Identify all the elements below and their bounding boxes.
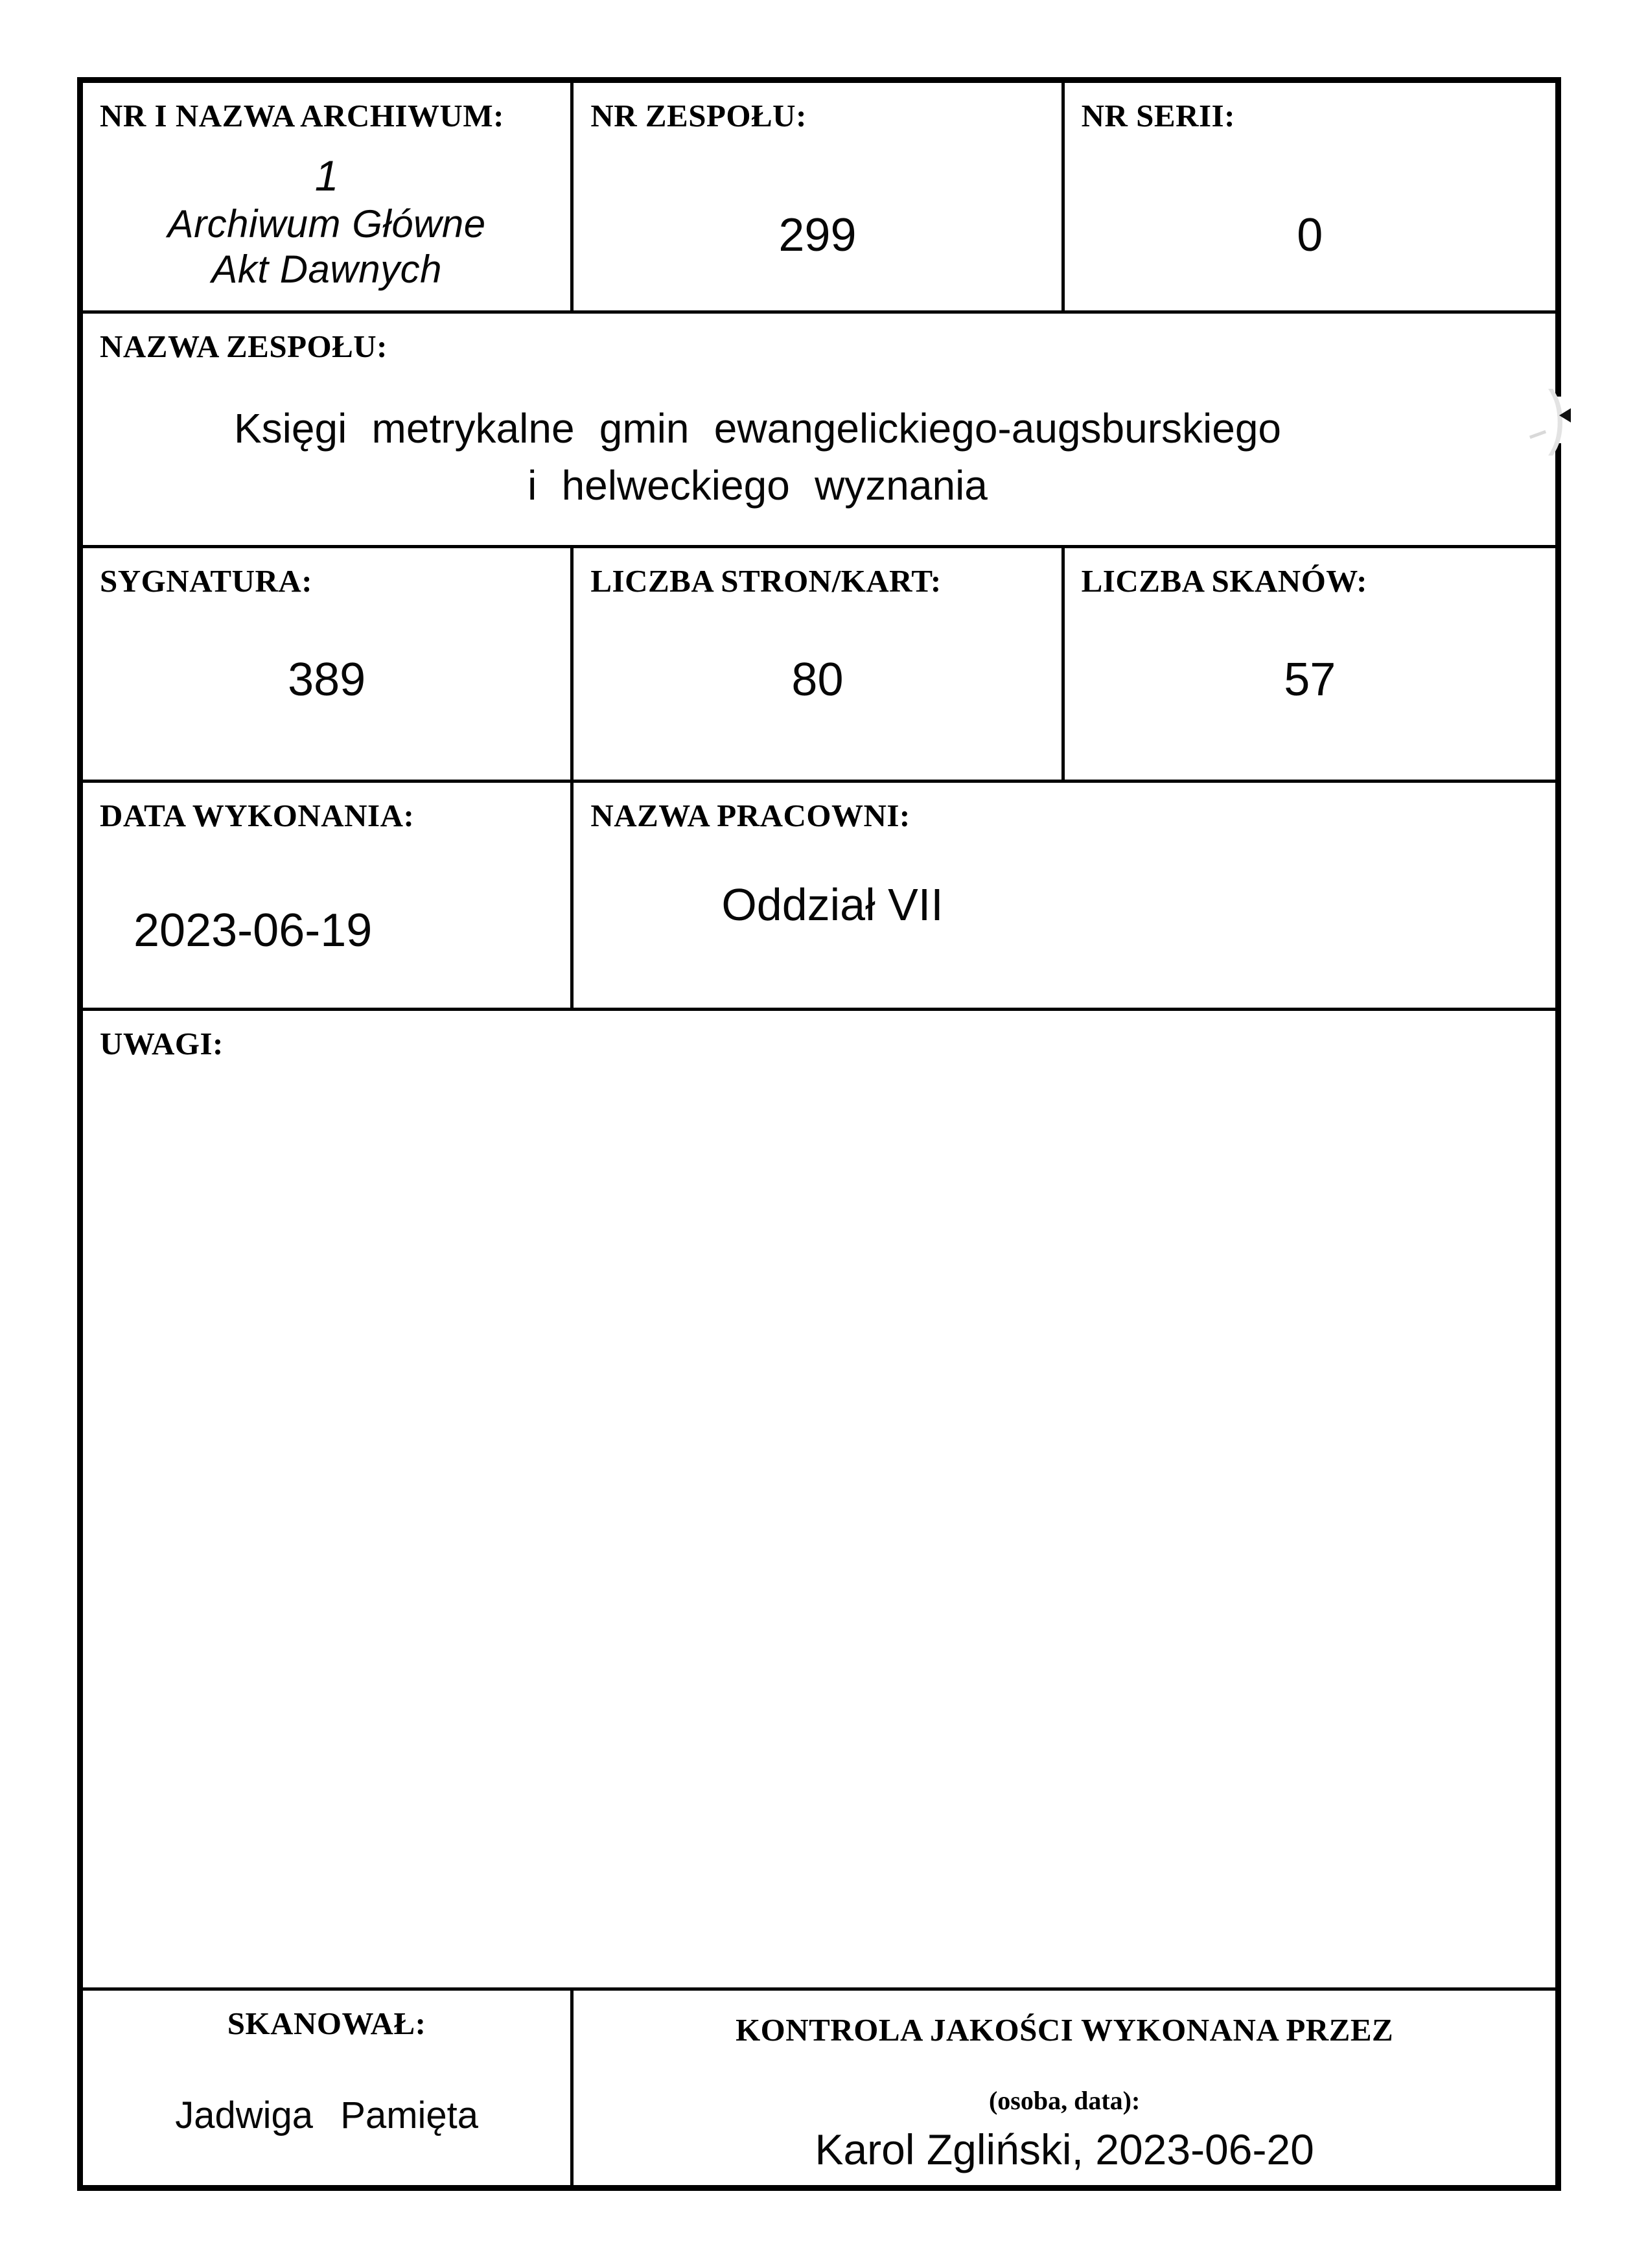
archive-name-line2: Akt Dawnych (211, 248, 442, 292)
fonds-name-label: NAZWA ZESPOŁU: (100, 329, 388, 364)
row-signature-counts (83, 548, 1555, 783)
scan-artifact-triangle (1559, 408, 1571, 422)
scan-count-value-block (1065, 548, 1555, 780)
cell-remarks (83, 1011, 1555, 1987)
series-label: NR SERII: (1081, 98, 1235, 133)
quality-control-value: Karol Zgliński, 2023-06-20 (815, 2125, 1314, 2173)
workshop-value-block (574, 783, 1555, 1008)
cell-series-number (1065, 83, 1555, 310)
row-remarks (83, 1011, 1555, 1991)
fonds-number-value-block (574, 83, 1061, 310)
archive-label: NR I NAZWA ARCHIWUM: (100, 98, 504, 133)
row-footer (83, 1991, 1555, 2185)
fonds-name-line1: Księgi metrykalne gmin ewangelickiego-augsburskiego (233, 404, 1282, 452)
scan-date-value: 2023-06-19 (133, 905, 373, 957)
cell-scan-date (83, 783, 574, 1008)
quality-control-block (574, 1991, 1555, 2185)
scan-count-label: LICZBA SKANÓW: (1081, 563, 1367, 599)
scanned-by-value: Jadwiga Pamięta (175, 2094, 479, 2136)
fonds-number-label: NR ZESPOŁU: (590, 98, 807, 133)
row-date-workshop (83, 783, 1555, 1011)
archive-value-block (83, 83, 570, 310)
signature-value: 389 (288, 654, 366, 706)
cell-workshop-name (574, 783, 1555, 1008)
scan-artifact-paren-mark: ) (1548, 376, 1566, 456)
quality-control-sublabel: (osoba, data): (988, 2085, 1141, 2115)
signature-value-block (83, 548, 570, 780)
remarks-value-block (83, 1011, 1555, 1987)
series-value: 0 (1297, 209, 1323, 262)
scan-date-label: DATA WYKONANIA: (100, 798, 415, 833)
series-value-block (1065, 83, 1555, 310)
cell-quality-control (574, 1991, 1555, 2185)
page-count-value-block (574, 548, 1061, 780)
fonds-name-value-block (83, 314, 1555, 545)
workshop-value: Oddział VII (721, 879, 944, 931)
scan-date-value-block (83, 783, 570, 1008)
cell-fonds-number (574, 83, 1064, 310)
archive-number-value: 1 (314, 151, 339, 200)
row-fonds-name (83, 314, 1555, 548)
row-archive-info (83, 83, 1555, 314)
page-count-value: 80 (791, 654, 844, 706)
archive-name-line1: Archiwum Główne (167, 202, 486, 246)
signature-label: SYGNATURA: (100, 563, 313, 599)
scanned-by-value-block (83, 1991, 570, 2185)
quality-control-label: KONTROLA JAKOŚCI WYKONANA PRZEZ (736, 2012, 1394, 2048)
cell-scan-count (1065, 548, 1555, 780)
scanned-by-label: SKANOWAŁ: (227, 2006, 426, 2041)
scan-count-value: 57 (1284, 654, 1336, 706)
fonds-number-value: 299 (778, 209, 857, 262)
page-count-label: LICZBA STRON/KART: (590, 563, 942, 599)
cell-page-count (574, 548, 1064, 780)
cell-archive-number-name (83, 83, 574, 310)
cell-scanned-by (83, 1991, 574, 2185)
fonds-name-line2: i helweckiego wyznania (528, 461, 988, 509)
remarks-label: UWAGI: (100, 1026, 224, 1061)
workshop-label: NAZWA PRACOWNI: (590, 798, 910, 833)
archive-form-table (77, 77, 1561, 2191)
cell-signature (83, 548, 574, 780)
cell-fonds-name (83, 314, 1555, 545)
